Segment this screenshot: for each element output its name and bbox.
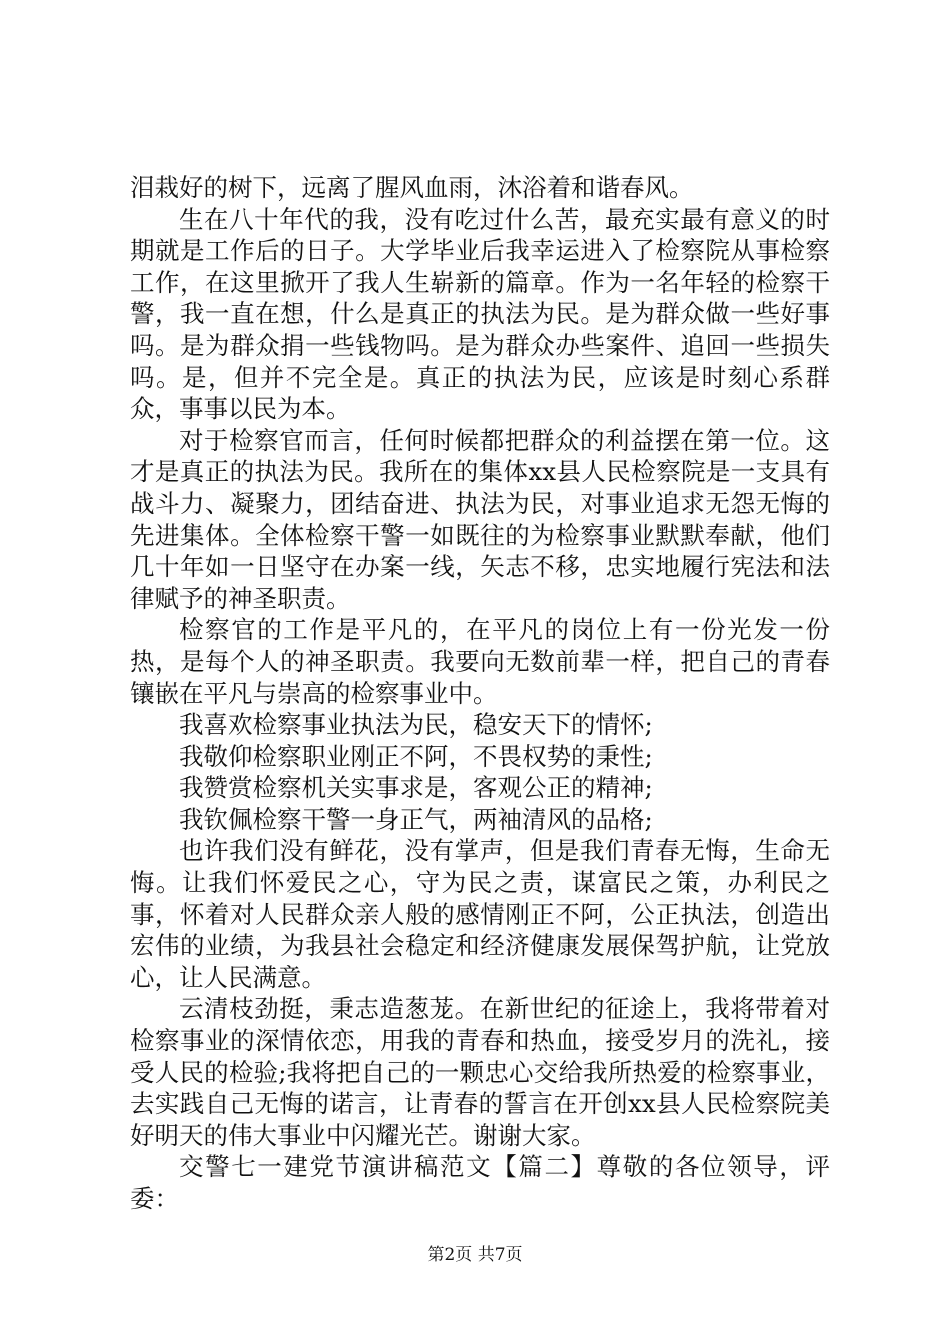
paragraph-4: 检察官的工作是平凡的，在平凡的岗位上有一份光发一份热，是每个人的神圣职责。我要向无数前辈一样，把自己的青春镶嵌在平凡与崇高的检察事业中。 (130, 615, 830, 708)
paragraph-9: 也许我们没有鲜花，没有掌声，但是我们青春无悔，生命无悔。让我们怀爱民之心，守为民之责，谋富民之策，办利民之事，怀着对人民群众亲人般的感情刚正不阿，公正执法，创造出宏伟的业绩，为我县社会稳定和经济健康发展保驾护航，让党放心，让人民满意。 (130, 836, 830, 992)
paragraph-10: 云清枝劲挺，秉志造葱茏。在新世纪的征途上，我将带着对检察事业的深情依恋，用我的青春和热血，接受岁月的洗礼，接受人民的检验;我将把自己的一颗忠心交给我所热爱的检察事业，去实践自己无悔的诺言，让青春的誓言在开创xx县人民检察院美好明天的伟大事业中闪耀光芒。谢谢大家。 (130, 994, 830, 1150)
page-footer (0, 1244, 950, 1266)
paragraph-8: 我钦佩检察干警一身正气，两袖清风的品格; (179, 804, 653, 834)
page-number-label: 第2页 共7页 (427, 1245, 523, 1265)
paragraph-3: 对于检察官而言，任何时候都把群众的利益摆在第一位。这才是真正的执法为民。我所在的集体xx县人民检察院是一支具有战斗力、凝聚力，团结奋进、执法为民，对事业追求无怨无悔的先进集体。全体检察干警一如既往的为检察事业默默奉献，他们几十年如一日坚守在办案一线，矢志不移，忠实地履行宪法和法律赋予的神圣职责。 (130, 425, 830, 613)
paragraph-6: 我敬仰检察职业刚正不阿，不畏权势的秉性; (179, 741, 653, 771)
paragraph-1: 泪栽好的树下，远离了腥风血雨，沐浴着和谐春风。 (130, 173, 694, 202)
paragraph-7: 我赞赏检察机关实事求是，客观公正的精神; (179, 773, 653, 803)
paragraph-11: 交警七一建党节演讲稿范文【篇二】尊敬的各位领导，评委： (130, 1152, 830, 1213)
paragraph-2: 生在八十年代的我，没有吃过什么苦，最充实最有意义的时期就是工作后的日子。大学毕业后我幸运进入了检察院从事检察工作，在这里掀开了我人生崭新的篇章。作为一名年轻的检察干警，我一直在想，什么是真正的执法为民。是为群众做一些好事吗。是为群众捐一些钱物吗。是为群众办些案件、追回一些损失吗。是，但并不完全是。真正的执法为民，应该是时刻心系群众，事事以民为本。 (130, 204, 830, 424)
paragraph-5: 我喜欢检察事业执法为民，稳安天下的情怀; (179, 710, 653, 740)
document-body (130, 172, 830, 1215)
